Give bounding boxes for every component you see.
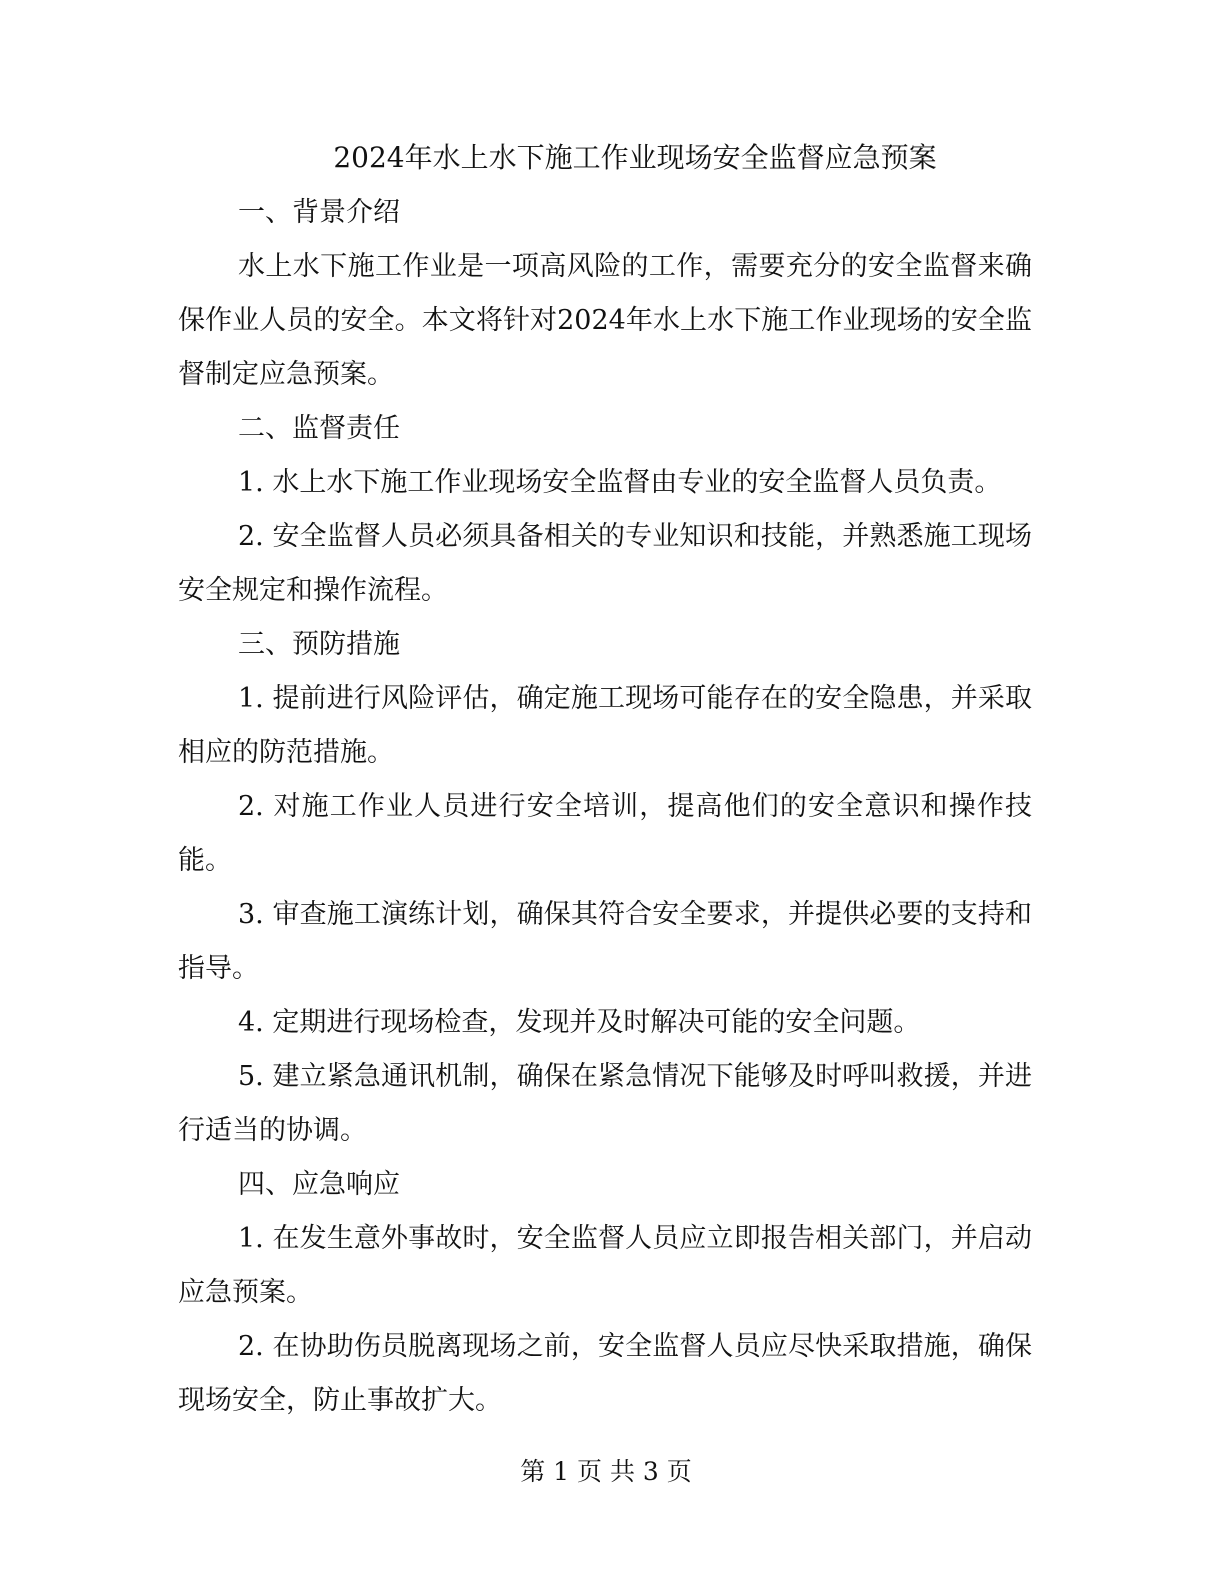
responsibility-item-1: 1. 水上水下施工作业现场安全监督由专业的安全监督人员负责。 — [238, 467, 1002, 498]
responsibility-item-2: 2. 安全监督人员必须具备相关的专业知识和技能，并熟悉施工现场安全规定和操作流程。 — [178, 521, 1032, 606]
prevention-item-1: 1. 提前进行风险评估，确定施工现场可能存在的安全隐患，并采取相应的防范措施。 — [178, 683, 1032, 768]
page-number-footer: 第 1 页 共 3 页 — [520, 1457, 692, 1486]
paragraph-background: 水上水下施工作业是一项高风险的工作，需要充分的安全监督来确保作业人员的安全。本文将针对2024年水上水下施工作业现场的安全监督制定应急预案。 — [178, 251, 1032, 390]
section-heading-emergency: 四、应急响应 — [238, 1169, 400, 1200]
document-body — [178, 186, 1032, 1428]
section-heading-responsibility: 二、监督责任 — [238, 413, 400, 444]
section-heading-prevention: 三、预防措施 — [238, 629, 400, 660]
prevention-item-4: 4. 定期进行现场检查，发现并及时解决可能的安全问题。 — [238, 1007, 921, 1038]
prevention-item-5: 5. 建立紧急通讯机制，确保在紧急情况下能够及时呼叫救援，并进行适当的协调。 — [178, 1061, 1032, 1146]
emergency-item-2: 2. 在协助伤员脱离现场之前，安全监督人员应尽快采取措施，确保现场安全，防止事故扩大。 — [178, 1331, 1032, 1416]
prevention-item-2: 2. 对施工作业人员进行安全培训，提高他们的安全意识和操作技能。 — [178, 791, 1032, 876]
document-title: 2024年水上水下施工作业现场安全监督应急预案 — [333, 141, 937, 174]
section-heading-background: 一、背景介绍 — [238, 197, 400, 228]
emergency-item-1: 1. 在发生意外事故时，安全监督人员应立即报告相关部门，并启动应急预案。 — [178, 1223, 1032, 1308]
prevention-item-3: 3. 审查施工演练计划，确保其符合安全要求，并提供必要的支持和指导。 — [178, 899, 1032, 984]
